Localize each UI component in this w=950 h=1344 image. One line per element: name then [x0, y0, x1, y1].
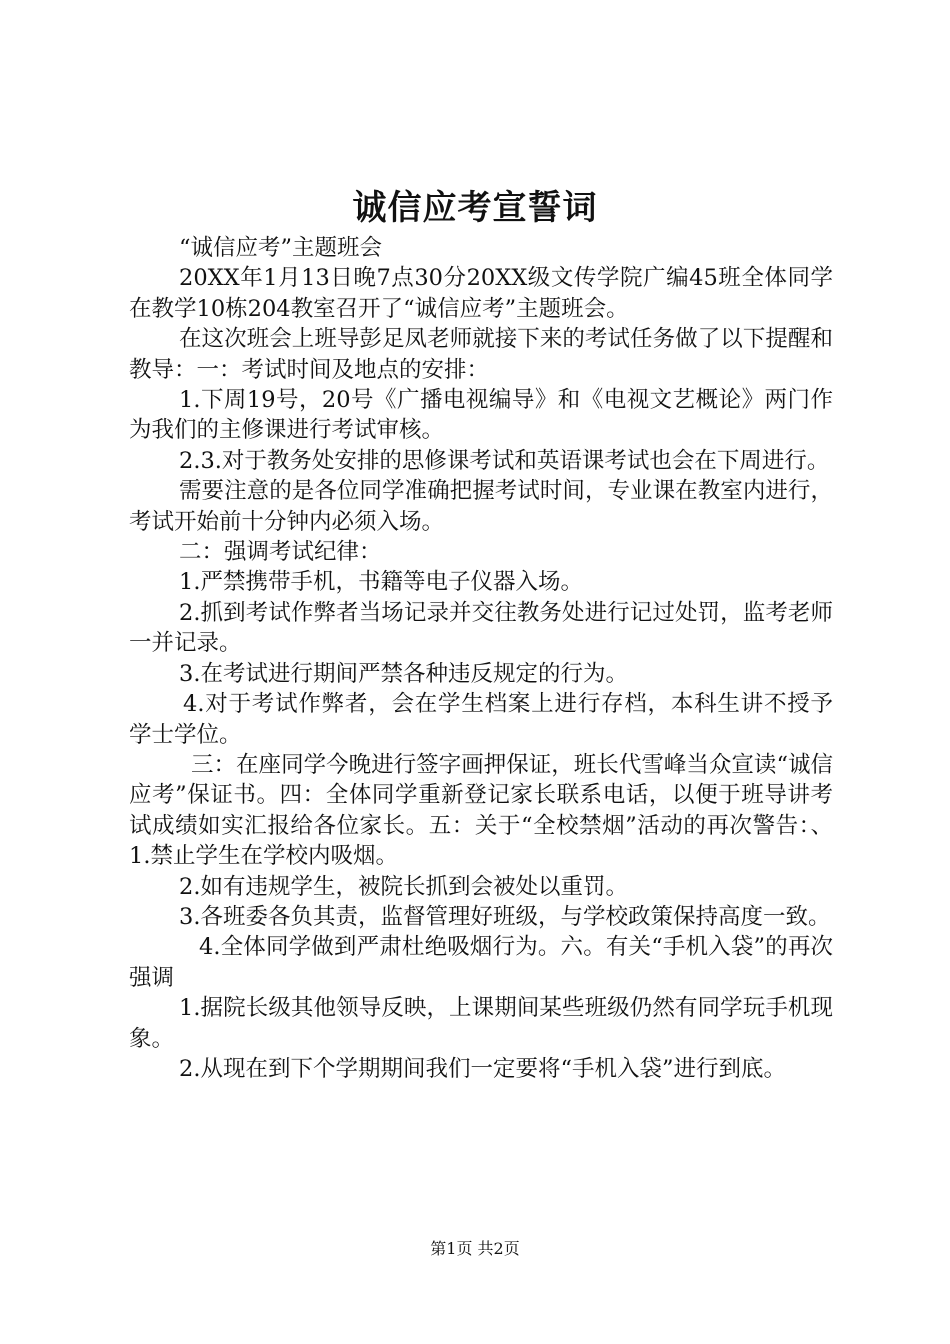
document-body — [129, 233, 833, 1084]
paragraph-exam-item-1: 1.下周19号，20号《广播电视编导》和《电视文艺概论》两门作为我们的主修课进行考试审核。 — [129, 387, 833, 444]
paragraph-pledge-and-smoking: 三：在座同学今晚进行签字画押保证，班长代雪峰当众宣读“诚信应考”保证书。四：全体同学重新登记家长联系电话，以便于班导讲考试成绩如实汇报给各位家长。五：关于“全校禁烟”活动的再次警告：、1.禁止学生在学校内吸烟。 — [129, 751, 833, 870]
paragraph-discipline-item-2: 2.抓到考试作弊者当场记录并交往教务处进行记过处罚，监考老师一并记录。 — [129, 599, 833, 657]
paragraph-phone-item-1: 1.据院长级其他领导反映，上课期间某些班级仍然有同学玩手机现象。 — [129, 995, 833, 1052]
paragraph-discipline-item-1: 1.严禁携带手机，书籍等电子仪器入场。 — [179, 569, 583, 596]
paragraph-meeting-intro: 20XX年1月13日晚7点30分20XX级文传学院广编45班全体同学在教学10栋204教室召开了“诚信应考”主题班会。 — [129, 265, 833, 322]
paragraph-teacher-reminder: 在这次班会上班导彭足凤老师就接下来的考试任务做了以下提醒和教导：一：考试时间及地点的安排： — [129, 326, 833, 383]
paragraph-meeting-heading: “诚信应考”主题班会 — [179, 235, 383, 261]
page-footer: 第1页 共2页 — [430, 1239, 520, 1258]
paragraph-smoking-item-3: 3.各班委各负其责，监督管理好班级，与学校政策保持高度一致。 — [179, 903, 831, 930]
paragraph-exam-item-2-3: 2.3.对于教务处安排的思修课考试和英语课考试也会在下周进行。 — [179, 447, 830, 474]
paragraph-discipline-heading: 二：强调考试纪律： — [179, 539, 382, 566]
paragraph-discipline-item-3: 3.在考试进行期间严禁各种违反规定的行为。 — [179, 660, 628, 687]
paragraph-discipline-item-4: 4.对于考试作弊者，会在学生档案上进行存档，本科生讲不授予学士学位。 — [129, 691, 833, 748]
paragraph-phone-item-2: 2.从现在到下个学期期间我们一定要将“手机入袋”进行到底。 — [179, 1055, 786, 1082]
document-title: 诚信应考宣誓词 — [352, 188, 598, 228]
paragraph-exam-time-note: 需要注意的是各位同学准确把握考试时间，专业课在教室内进行，考试开始前十分钟内必须入场。 — [129, 478, 833, 535]
paragraph-smoking-item-2: 2.如有违规学生，被院长抓到会被处以重罚。 — [179, 873, 628, 900]
paragraph-smoking-item-4: 4.全体同学做到严肃杜绝吸烟行为。六。有关“手机入袋”的再次强调 — [129, 934, 833, 991]
